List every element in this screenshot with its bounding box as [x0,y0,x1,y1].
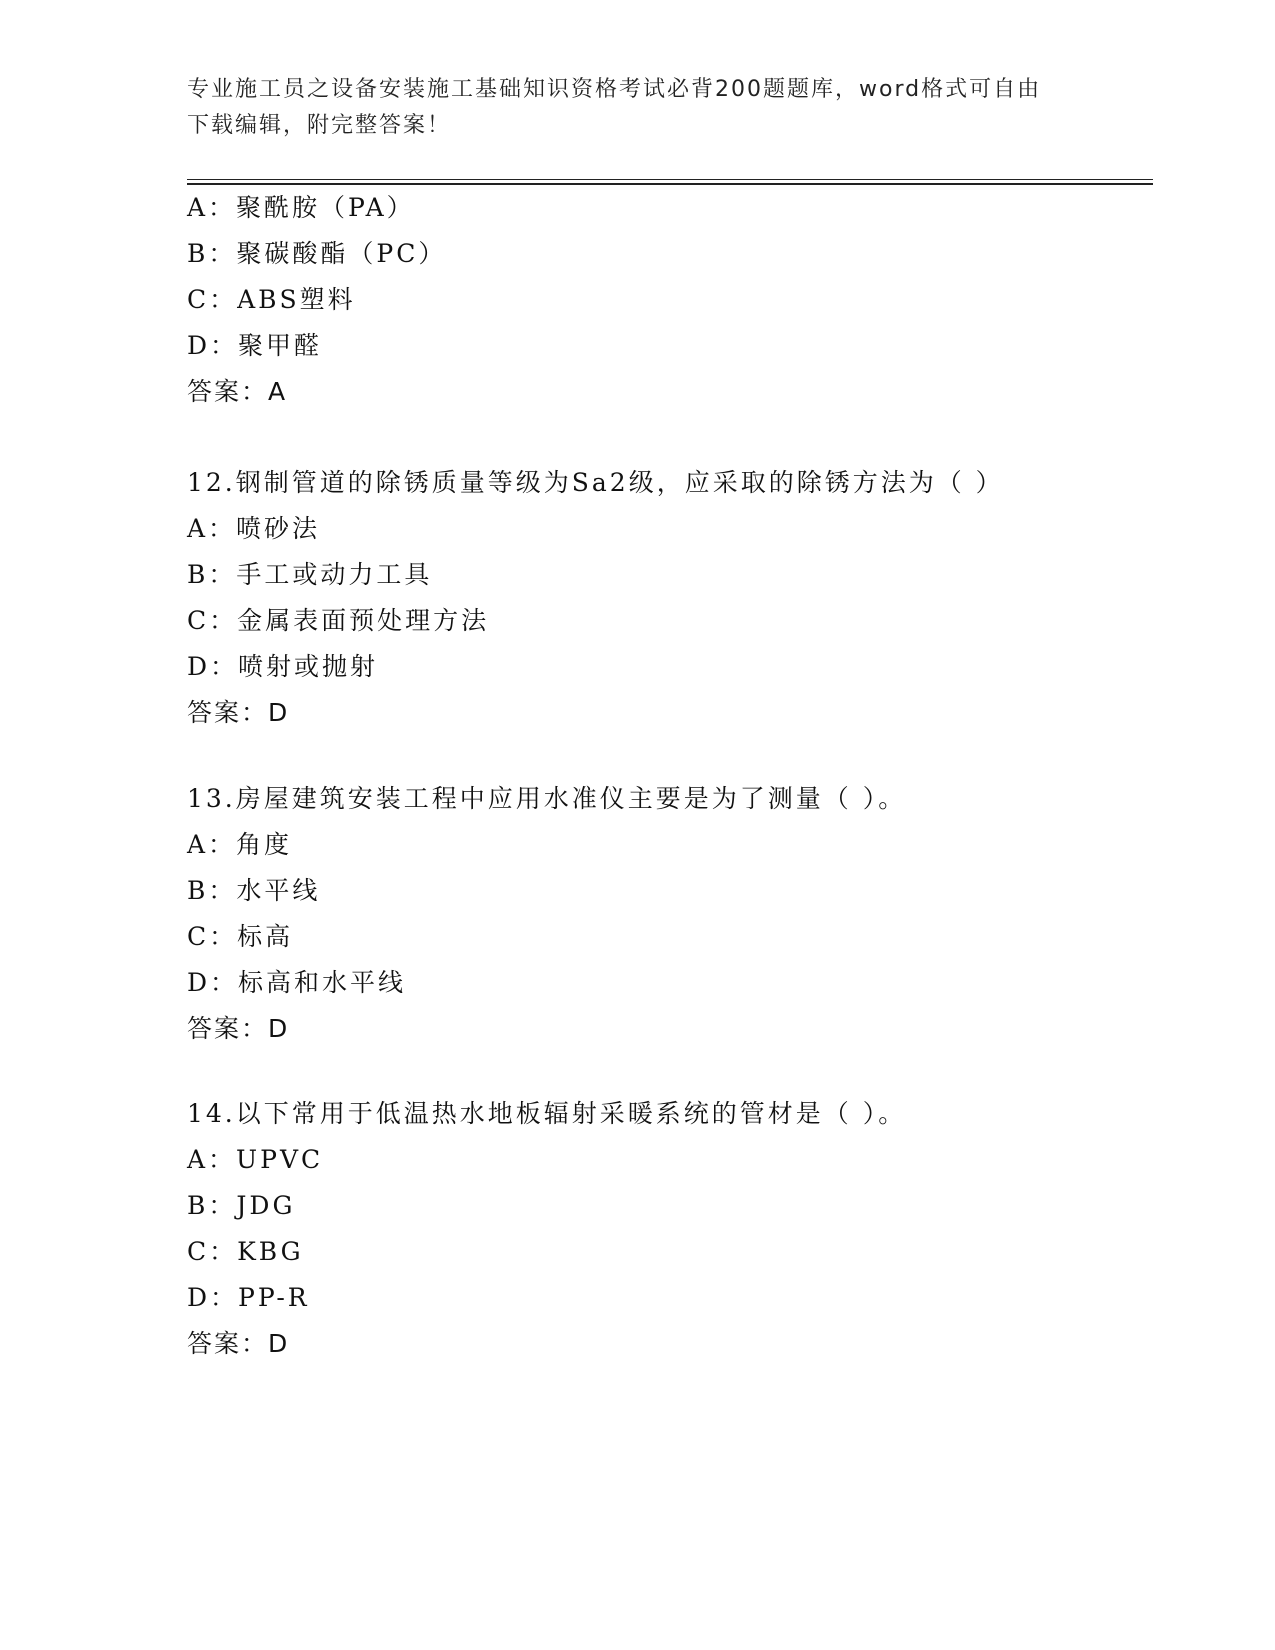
option-d: D：喷射或抛射 [187,652,379,681]
option-d: D：聚甲醛 [187,331,323,360]
document-header [187,72,1067,144]
question-14-block [187,1091,906,1367]
option-a: A：角度 [187,830,293,859]
option-c: C：标高 [187,922,294,951]
option-a: A：喷砂法 [187,514,321,543]
option-c: C：ABS塑料 [187,285,356,314]
header-line-1: 专业施工员之设备安装施工基础知识资格考试必背200题题库，word格式可自由 [187,77,1042,102]
option-b: B：水平线 [187,876,321,905]
option-b: B：JDG [187,1191,296,1220]
option-b: B：聚碳酸酯（PC） [187,239,447,268]
answer-label: 答案：D [187,1014,290,1043]
option-d: D：标高和水平线 [187,968,407,997]
question-13-block [187,776,906,1052]
answer-label: 答案：D [187,698,290,727]
option-b: B：手工或动力工具 [187,560,433,589]
question-12-block [187,460,1004,736]
question-text: 13.房屋建筑安装工程中应用水准仪主要是为了测量（ ）。 [187,784,907,813]
option-a: A：聚酰胺（PA） [187,193,415,222]
question-text: 12.钢制管道的除锈质量等级为Sa2级，应采取的除锈方法为（ ） [187,468,1004,497]
option-d: D：PP-R [187,1283,310,1312]
header-line-2: 下载编辑，附完整答案！ [187,113,452,138]
header-divider-top [187,179,1153,180]
answer-label: 答案：D [187,1329,290,1358]
option-a: A：UPVC [187,1145,324,1174]
question-text: 14.以下常用于低温热水地板辐射采暖系统的管材是（ ）。 [187,1099,907,1128]
answer-label: 答案：A [187,377,288,406]
option-c: C：KBG [187,1237,304,1266]
option-c: C：金属表面预处理方法 [187,606,490,635]
question-11-block [187,185,446,415]
